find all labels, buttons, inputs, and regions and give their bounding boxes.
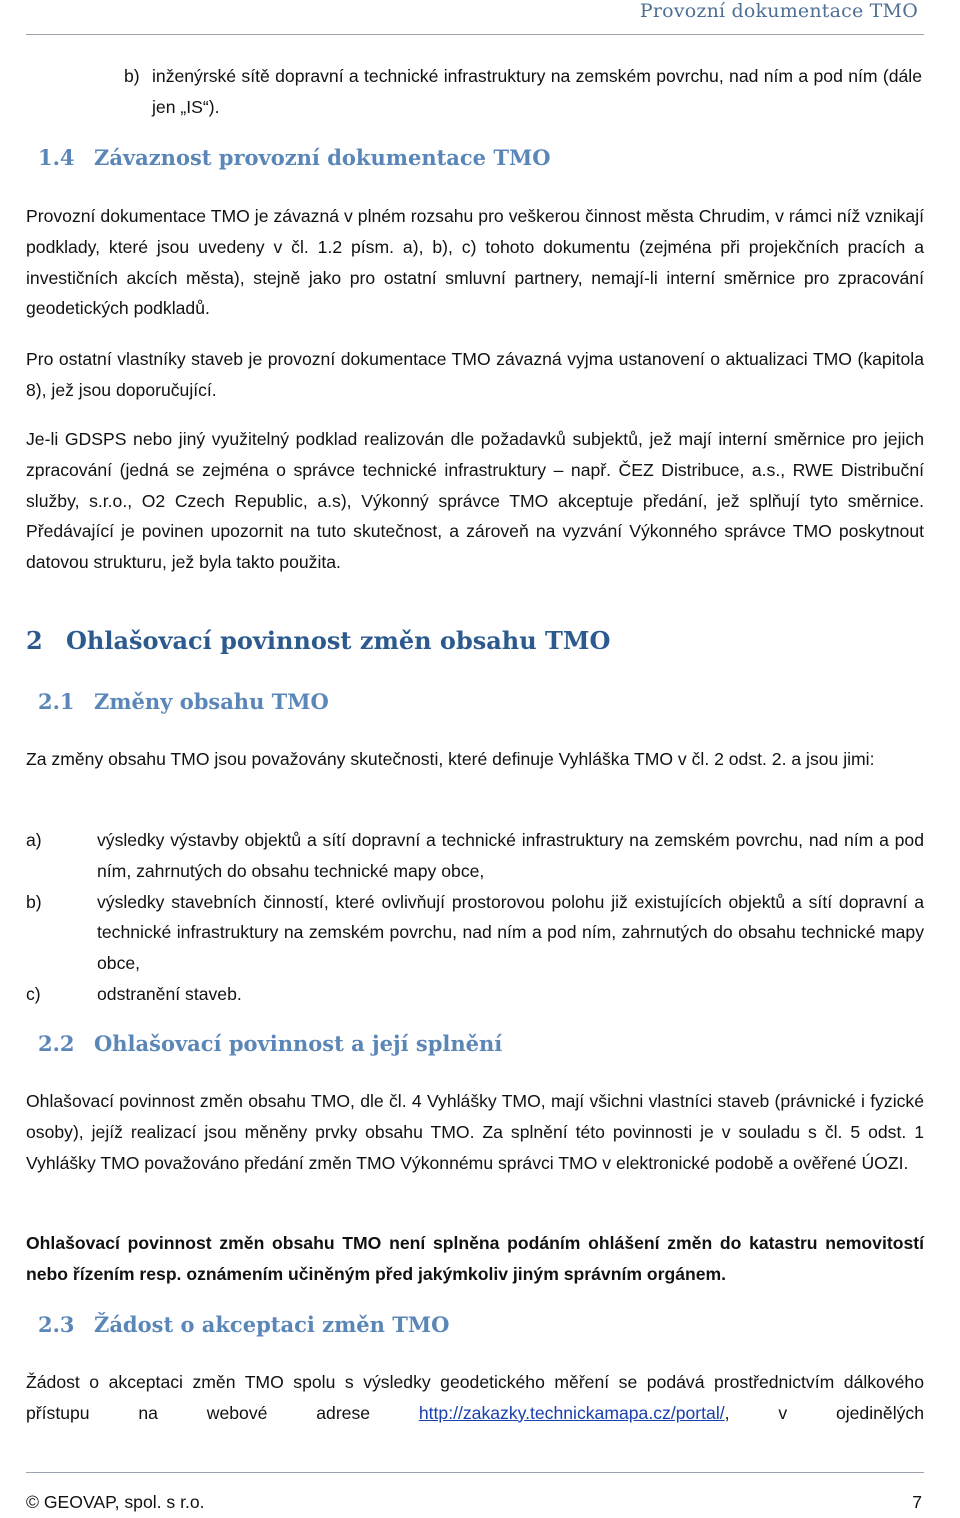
paragraph-text-continued: , v ojedinělých xyxy=(724,1402,924,1423)
section-2-3-paragraph xyxy=(26,1367,924,1429)
list-item-text: výsledky výstavby objektů a sítí dopravní a technické infrastruktury na zemském povrchu, nad ním a pod ním, zahrnutých do obsahu technické mapy obce, xyxy=(97,830,924,881)
portal-link[interactable]: http://zakazky.technickamapa.cz/portal/ xyxy=(418,1402,725,1423)
chapter-number: 2 xyxy=(26,626,43,655)
section-title: Žádost o akceptaci změn TMO xyxy=(94,1312,450,1337)
paragraph-text-continued: a), b), c) tohoto dokumentu (zejména při projekčních pracích a investičních akcích města), stejně jako pro ostatní smluvní partnery, nemají-li interní směrnice pro zpracování geodetických podkladů. xyxy=(26,236,924,319)
section-1-4-paragraph-1 xyxy=(26,201,924,324)
footer-divider xyxy=(26,1472,924,1473)
list-item xyxy=(26,825,924,887)
header-divider xyxy=(26,34,924,35)
list-marker: b) xyxy=(124,66,140,86)
intro-list-item xyxy=(124,61,922,123)
list-item xyxy=(26,887,924,979)
section-title: Ohlašovací povinnost a její splnění xyxy=(94,1031,503,1056)
list-marker: b) xyxy=(26,891,42,912)
section-2-1-list xyxy=(26,825,924,1010)
section-number: 2.2 xyxy=(38,1031,75,1056)
section-number: 2.1 xyxy=(38,689,75,714)
section-number: 2.3 xyxy=(38,1312,75,1337)
list-item-text: odstranění staveb. xyxy=(97,983,242,1004)
section-2-2-heading xyxy=(38,1031,502,1056)
section-2-2-paragraph-2: Ohlašovací povinnost změn obsahu TMO není splněna podáním ohlášení změn do katastru nemovitostí nebo řízením resp. oznámením učiněným před jakýmkoliv jiným správním orgánem. xyxy=(26,1233,924,1284)
section-1-4-paragraph-3 xyxy=(26,424,924,578)
footer-copyright: © GEOVAP, spol. s r.o. xyxy=(26,1492,205,1512)
list-marker: a) xyxy=(26,830,42,850)
section-1-4-paragraph-2: Pro ostatní vlastníky staveb je provozní dokumentace TMO závazná vyjma ustanovení o aktualizaci TMO (kapitola 8), jež jsou doporučující. xyxy=(26,349,924,400)
section-2-2-paragraph-1: Ohlašovací povinnost změn obsahu TMO, dle čl. 4 Vyhlášky TMO, mají všichni vlastníci staveb (právnické i fyzické osoby), jejíž realizací jsou měněny prvky obsahu TMO. Za splnění této povinnosti je v souladu s čl. 5 odst. 1 Vyhlášky TMO považováno předání změn TMO Výkonnému správci TMO v elektronické podobě a ověřené ÚOZI. xyxy=(26,1091,924,1173)
section-title: Změny obsahu TMO xyxy=(94,689,329,714)
page-header xyxy=(0,0,960,34)
chapter-title: Ohlašovací povinnost změn obsahu TMO xyxy=(66,626,611,655)
list-item-text: inženýrské sítě dopravní a technické infrastruktury na zemském povrchu, nad ním a pod ním (dále jen „IS“). xyxy=(152,66,922,117)
section-title: Závaznost provozní dokumentace TMO xyxy=(94,145,551,170)
section-2-3-heading xyxy=(38,1312,449,1337)
paragraph-text: Provozní dokumentace TMO je závazná v plném rozsahu pro veškerou činnost města Chrudim, v rámci níž vznikají podklady, které jsou uvedeny v čl. 1.2 písm. xyxy=(26,206,924,257)
paragraph-text: Je-li GDSPS nebo jiný využitelný podklad realizován dle požadavků subjektů, jež mají interní směrnice pro jejich zpracování (jedná se zejména o správce technické infrastruktury – např. ČEZ Distribuce, a.s., RWE Distribuční služby, s.r.o., O2 Czech Republic, a.s), Výkonný správce TMO akceptuje předání, jež splňují tyto směrnice. xyxy=(26,429,924,511)
page-number: 7 xyxy=(912,1492,922,1512)
list-marker: c) xyxy=(26,983,41,1004)
list-item xyxy=(26,979,924,1010)
section-2-1-heading xyxy=(38,689,329,714)
running-header-title: Provozní dokumentace TMO xyxy=(639,0,918,22)
chapter-2-heading xyxy=(26,626,610,655)
list-item-text: výsledky stavebních činností, které ovlivňují prostorovou polohu již existujících objektů a sítí dopravní a technické infrastruktury na zemském povrchu, nad ním a pod ním, zahrnutých do obsahu technické mapy obce, xyxy=(97,891,924,974)
section-1-4-heading xyxy=(38,145,551,170)
paragraph-text-continued: Předávající je povinen upozornit na tuto skutečnost, a zároveň na vyzvání Výkonného správce TMO poskytnout datovou strukturu, jež byla takto použita. xyxy=(26,521,924,573)
section-2-1-paragraph: Za změny obsahu TMO jsou považovány skutečnosti, které definuje Vyhláška TMO v čl. 2 odst. 2. a jsou jimi: xyxy=(26,749,875,769)
paragraph-text: Žádost o akceptaci změn TMO spolu s výsledky geodetického měření se podává prostřednictvím dálkového přístupu na webové adrese xyxy=(26,1372,924,1423)
section-number: 1.4 xyxy=(38,145,75,170)
